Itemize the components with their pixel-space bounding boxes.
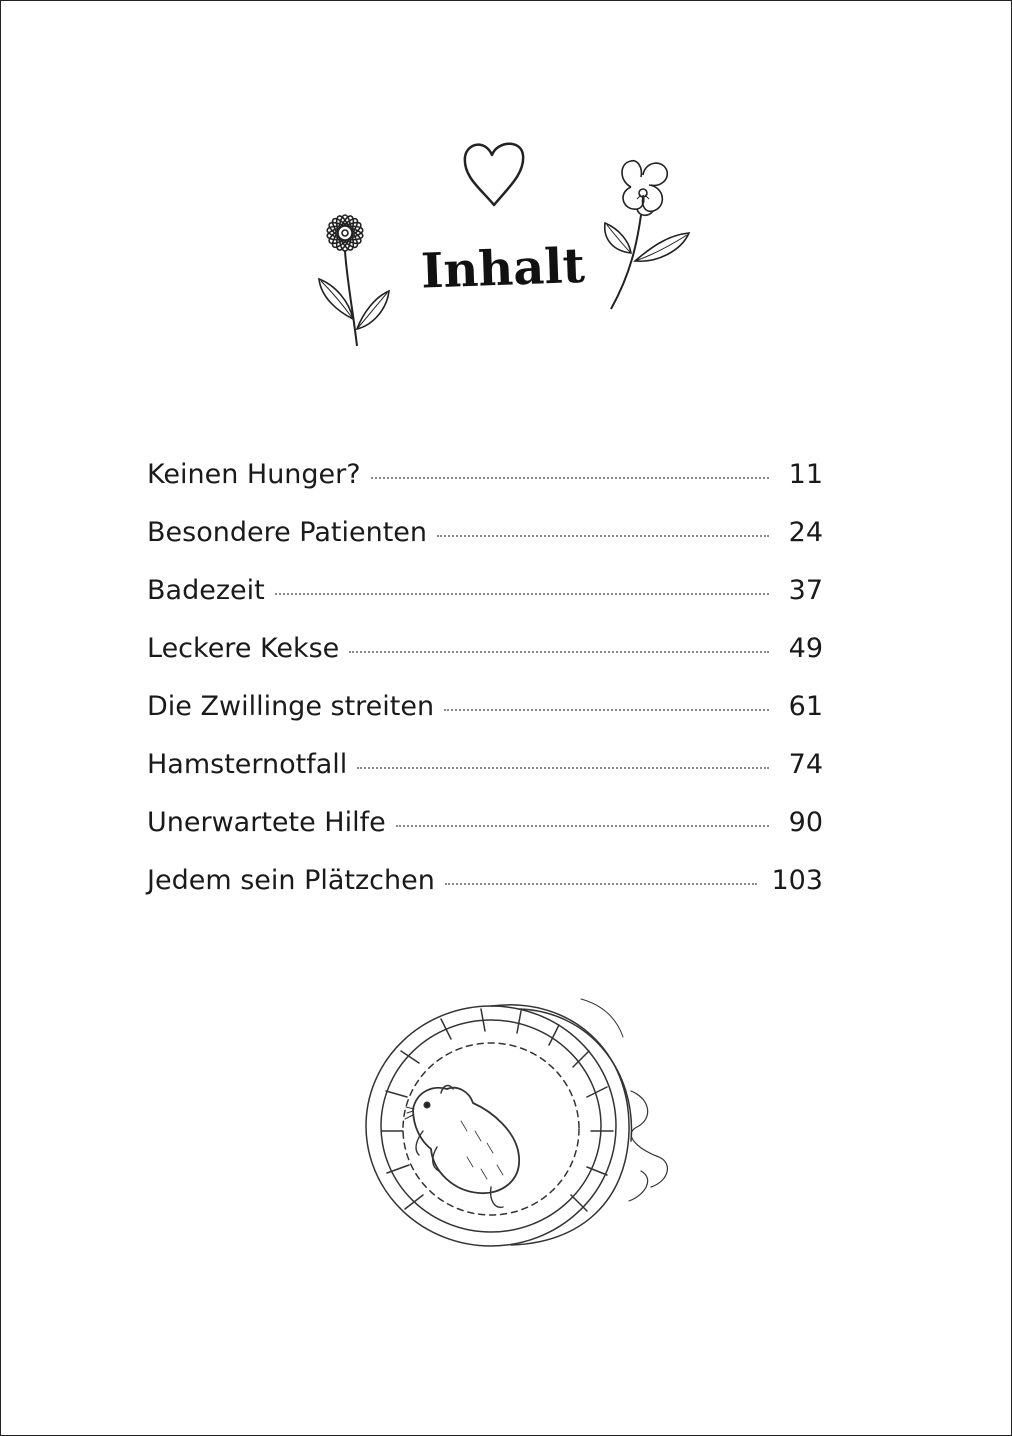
toc-leader-dots bbox=[444, 709, 769, 711]
toc-entry-page: 103 bbox=[771, 865, 823, 896]
toc-leader-dots bbox=[275, 593, 769, 595]
toc-entry bbox=[147, 865, 823, 923]
toc-leader-dots bbox=[357, 767, 769, 769]
toc-entry-title: Unerwartete Hilfe bbox=[147, 807, 386, 838]
toc-entry-page: 61 bbox=[788, 691, 823, 722]
hamster-wheel-illustration bbox=[341, 981, 681, 1251]
toc-entry-page: 49 bbox=[788, 633, 823, 664]
toc-entry-title: Hamsternotfall bbox=[147, 749, 348, 780]
page-title: Inhalt bbox=[420, 237, 586, 300]
toc-entry bbox=[147, 749, 823, 807]
toc-entry bbox=[147, 807, 823, 865]
toc-entry-page: 37 bbox=[788, 575, 823, 606]
table-of-contents bbox=[147, 459, 823, 923]
toc-entry-title: Leckere Kekse bbox=[147, 633, 340, 664]
toc-entry bbox=[147, 691, 823, 749]
toc-entry bbox=[147, 575, 823, 633]
toc-entry-title: Die Zwillinge streiten bbox=[147, 691, 435, 722]
toc-leader-dots bbox=[349, 651, 769, 653]
toc-leader-dots bbox=[445, 883, 758, 885]
toc-entry-title: Jedem sein Plätzchen bbox=[147, 865, 435, 896]
toc-entry-title: Badezeit bbox=[147, 575, 265, 606]
toc-entry-page: 11 bbox=[788, 459, 823, 490]
toc-leader-dots bbox=[371, 477, 769, 479]
daisy-flower-icon bbox=[307, 201, 399, 351]
toc-leader-dots bbox=[437, 535, 769, 537]
toc-entry-title: Besondere Patienten bbox=[147, 517, 428, 548]
toc-leader-dots bbox=[396, 825, 769, 827]
toc-entry-title: Keinen Hunger? bbox=[147, 459, 361, 490]
toc-entry-page: 90 bbox=[788, 807, 823, 838]
pansy-flower-icon bbox=[601, 153, 693, 313]
toc-entry bbox=[147, 459, 823, 517]
toc-entry bbox=[147, 517, 823, 575]
heart-icon bbox=[459, 137, 529, 209]
toc-entry bbox=[147, 633, 823, 691]
toc-entry-page: 74 bbox=[788, 749, 823, 780]
toc-entry-page: 24 bbox=[788, 517, 823, 548]
